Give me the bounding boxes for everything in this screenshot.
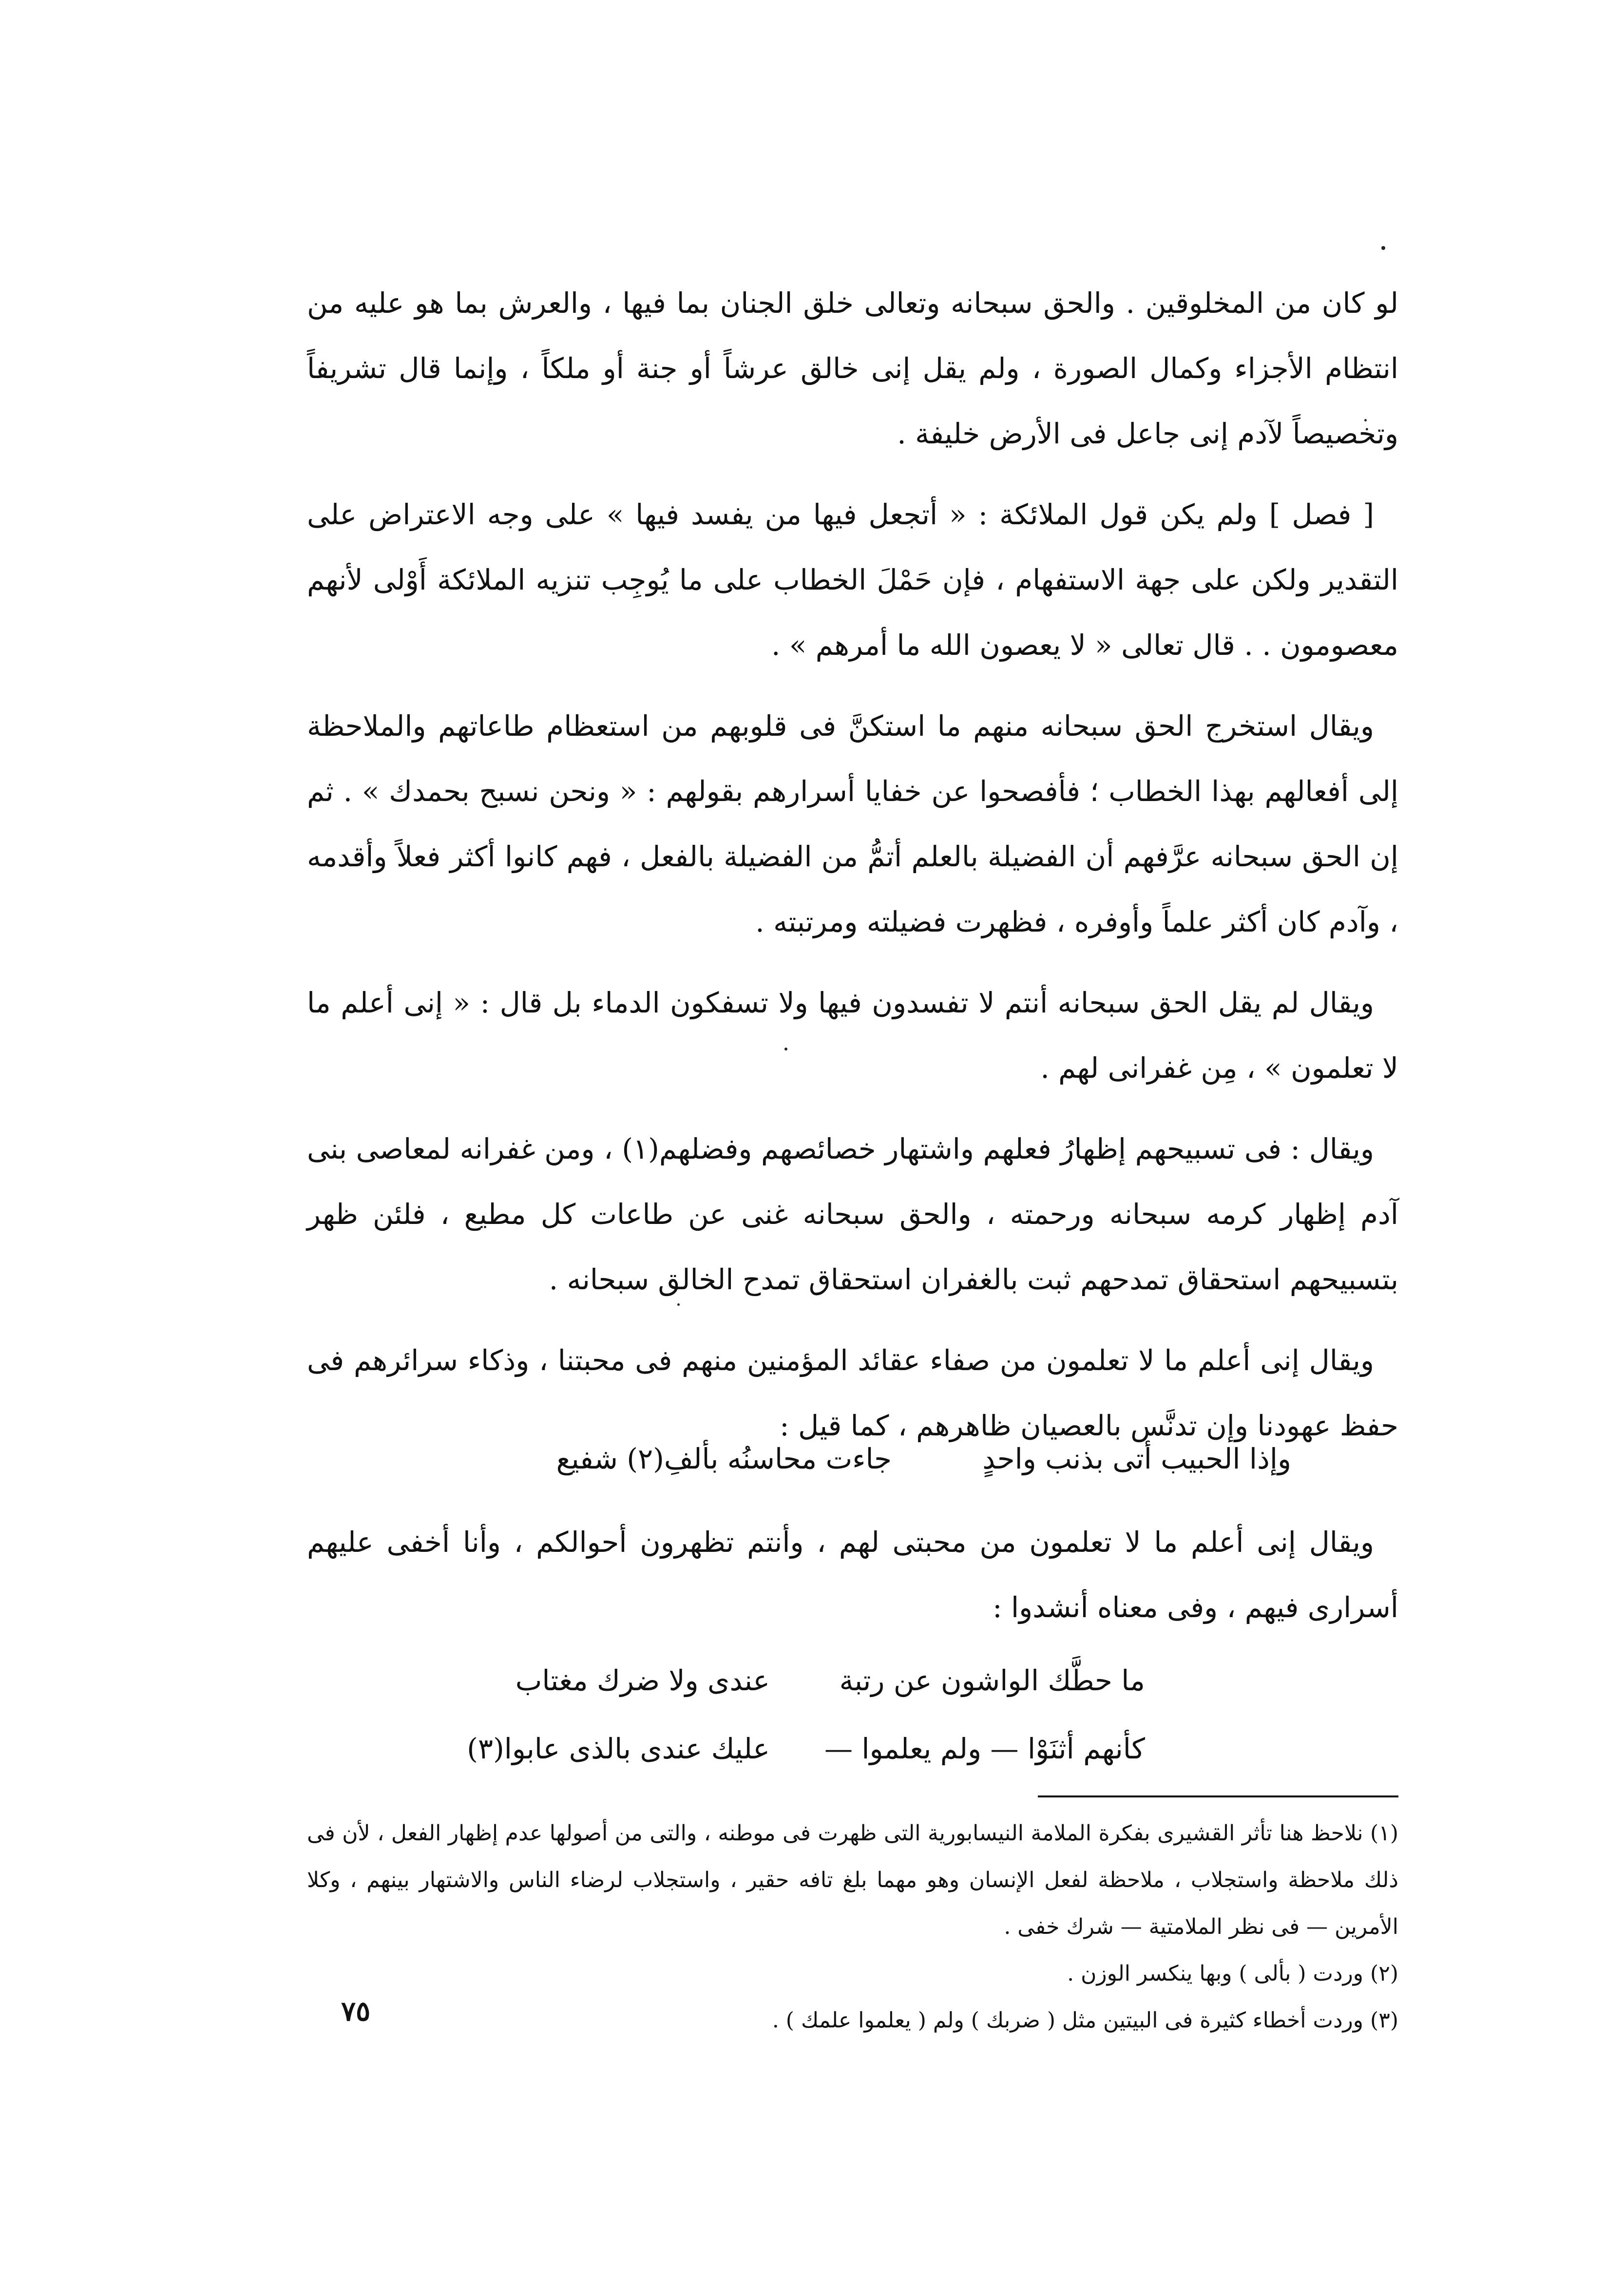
- verse-right-hemistich: كأنهم أثنَوْا — ولم يعلموا —: [824, 1732, 1145, 1765]
- verse-line: [307, 1664, 1398, 1703]
- footnote: (١) نلاحظ هنا تأثر القشيرى بفكرة الملامة النيسابورية التى ظهرت فى موطنه ، والتى من أصولها عدم إظهار الفعل ، لأن فى ذلك ملاحظة واستجلاب ، ملاحظة لفعل الإنسان وهو مهما بلغ تافه حقير ، واستجلاب لرضاء الناس والاشتهار بينهم ، وكلا الأمرين — فى نظر الملامتية — شرك خفى .: [307, 1821, 1398, 1939]
- body-paragraph: [ فصل ] ولم يكن قول الملائكة : « أتجعل فيها من يفسد فيها » على وجه الاعتراض على التقدير ولكن على جهة الاستفهام ، فإن حَمْلَ الخطاب على ما يُوجِب تنزيه الملائكة أَوْلى لأنهم معصومون . . قال تعالى « لا يعصون الله ما أمرهم » .: [307, 498, 1398, 662]
- body-paragraph: ويقال استخرج الحق سبحانه منهم ما استكنَّ فى قلوبهم من استعظام طاعاتهم والملاحظة إلى أفعالهم بهذا الخطاب ؛ فأفصحوا عن خفايا أسرارهم بقولهم : « ونحن نسبح بحمدك » . ثم إن الحق سبحانه عرَّفهم أن الفضيلة بالعلم أتمُّ من الفضيلة بالفعل ، فهم كانوا أكثر فعلاً وأقدمه ، وآدم كان أكثر علماً وأوفره ، فظهرت فضيلته ومرتبته .: [307, 709, 1398, 938]
- footnote: (٢) وردت ( بألى ) وبها ينكسر الوزن .: [1067, 1961, 1398, 1986]
- body-paragraph: لو كان من المخلوقين . والحق سبحانه وتعالى خلق الجنان بما فيها ، والعرش بما هو عليه من انتظام الأجزاء وكمال الصورة ، ولم يقل إنى خالق عرشاً أو جنة أو ملكاً ، وإنما قال تشريفاً وتخصيصاً لآدم إنى جاعل فى الأرض خليفة .: [307, 286, 1398, 450]
- body-paragraph: ويقال إنى أعلم ما لا تعلمون من صفاء عقائد المؤمنين منهم فى محبتنا ، وذكاء سرائرهم فى حفظ عهودنا وإن تدنَّس بالعصيان ظاهرهم ، كما قيل :: [307, 1344, 1398, 1442]
- main-text-upper: [307, 270, 1398, 1458]
- verse-left-hemistich: جاءت محاسنُه بألفِ(٢) شفيع: [556, 1442, 892, 1475]
- verse-line: [307, 1732, 1398, 1771]
- verse-line: [307, 1442, 1398, 1481]
- main-text-lower: [307, 1509, 1398, 1640]
- body-paragraph: ويقال إنى أعلم ما لا تعلمون من محبتى لهم ، وأنتم تظهرون أحوالكم ، وأنا أخفى عليهم أسرارى فيهم ، وفى معناه أنشدوا :: [307, 1526, 1398, 1624]
- footnote-separator: [1038, 1795, 1398, 1797]
- footnotes: [307, 1810, 1398, 2044]
- verse-left-hemistich: عندى ولا ضرك مغتاب: [515, 1664, 770, 1697]
- footnote: (٣) وردت أخطاء كثيرة فى البيتين مثل ( ضربك ) ولم ( يعلموا علمك ) .: [772, 2008, 1398, 2033]
- verse-right-hemistich: ما حطَّك الواشون عن رتبة: [839, 1664, 1145, 1697]
- body-paragraph: ويقال لم يقل الحق سبحانه أنتم لا تفسدون فيها ولا تسفكون الدماء بل قال : « إنى أعلم ما لا تعلمون » ، مِن غفرانى لهم .: [307, 986, 1398, 1085]
- ink-speck: [1381, 246, 1385, 250]
- page-number: ٧٥: [341, 1995, 371, 2027]
- verse-right-hemistich: وإذا الحبيب أتى بذنب واحدٍ: [982, 1442, 1291, 1475]
- verse-left-hemistich: عليك عندى بالذى عابوا(٣): [467, 1732, 770, 1765]
- body-paragraph: ويقال : فى تسبيحهم إظهارُ فعلهم واشتهار خصائصهم وفضلهم(١) ، ومن غفرانه لمعاصى بنى آدم إظهار كرمه سبحانه ورحمته ، والحق سبحانه غنى عن طاعات كل مطيع ، فلئن ظهر بتسبيحهم استحقاق تمدحهم ثبت بالغفران استحقاق تمدح الخالق سبحانه .: [307, 1132, 1398, 1296]
